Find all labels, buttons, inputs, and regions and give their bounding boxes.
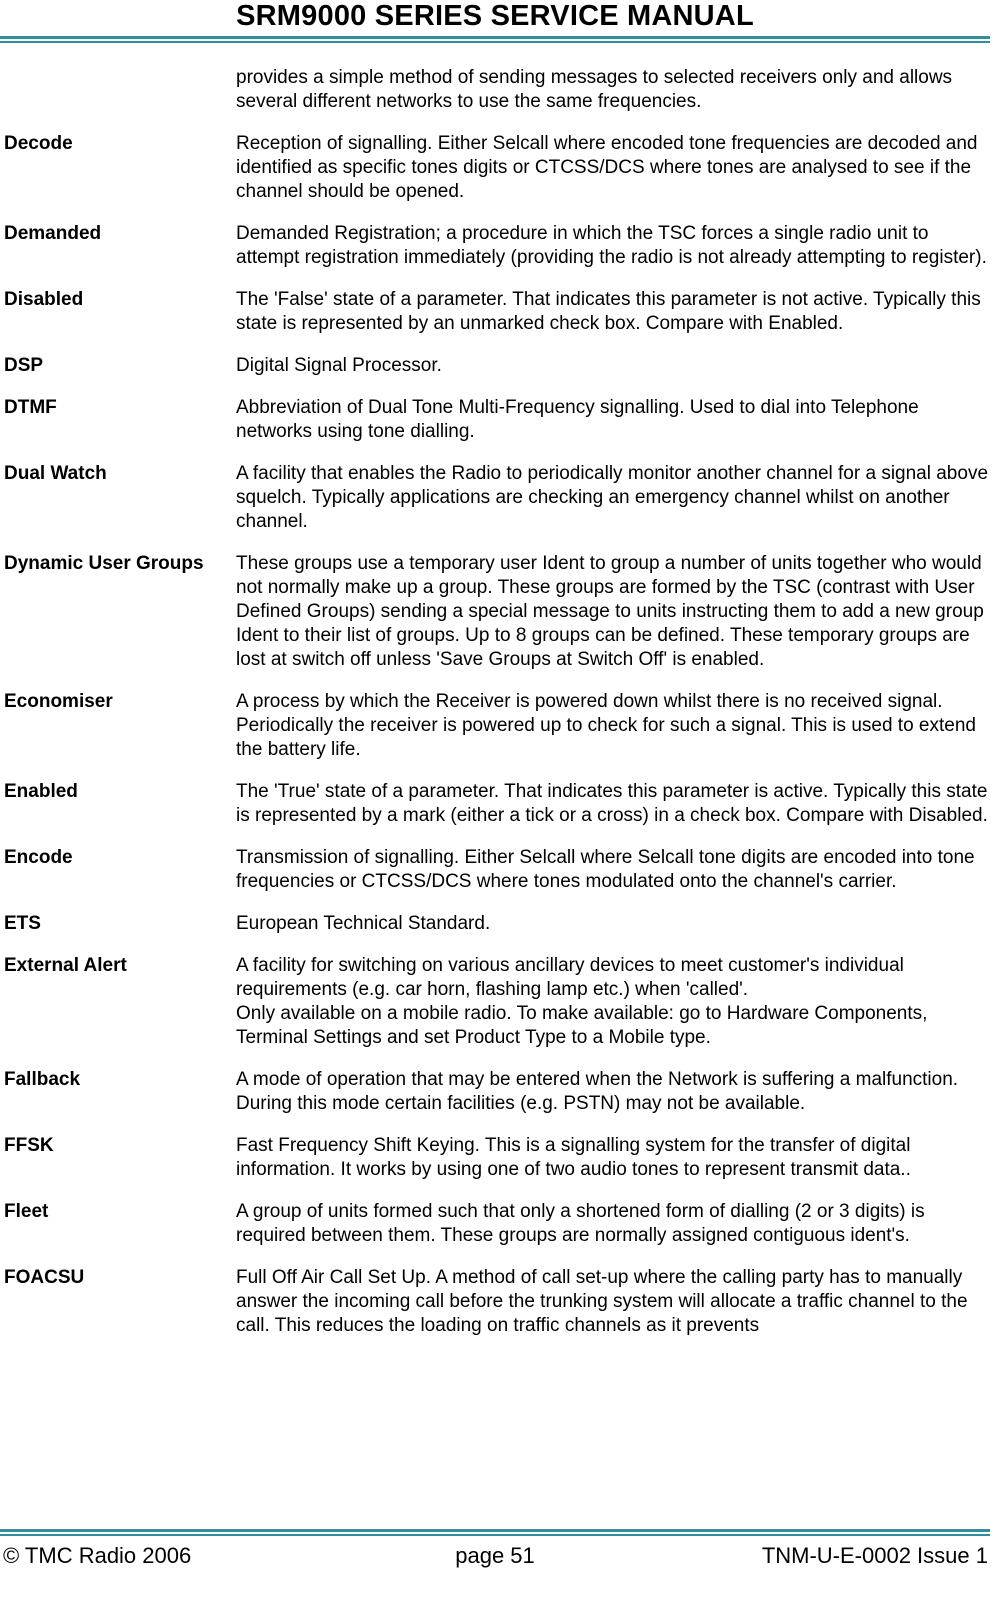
glossary-definition: Full Off Air Call Set Up. A method of call set-up where the calling party has to manually answer the incoming call before the trunking system will allocate a traffic channel to the call. This reduces the loading on traffic channels as it prevents xyxy=(236,1267,968,1336)
glossary-entry xyxy=(4,354,990,378)
glossary-term: DSP xyxy=(4,355,44,376)
glossary-entry xyxy=(4,954,990,1050)
glossary-term: External Alert xyxy=(4,955,127,976)
glossary-term: Fleet xyxy=(4,1201,49,1222)
footer-rule xyxy=(0,1529,990,1536)
glossary-term: FOACSU xyxy=(4,1267,85,1288)
glossary-term: Dynamic User Groups xyxy=(4,553,204,574)
glossary-definition: The 'False' state of a parameter. That indicates this parameter is not active. Typically this state is represented by an unmarked check box. Compare with Enabled. xyxy=(236,289,981,334)
glossary-entry xyxy=(4,462,990,534)
intro-text: provides a simple method of sending messages to selected receivers only and allows several different networks to use the same frequencies. xyxy=(236,67,953,112)
glossary-definition: The 'True' state of a parameter. That indicates this parameter is active. Typically this state is represented by a mark (either a tick or a cross) in a check box. Compare with Disabled. xyxy=(236,781,988,826)
header-rule xyxy=(0,36,990,43)
glossary-definition: These groups use a temporary user Ident to group a number of units together who would not normally make up a group. These groups are formed by the TSC (contrast with User Defined Groups) sending a special message to units instructing them to add a new group Ident to their list of groups. Up to 8 groups can be defined. These temporary groups are lost at switch off unless 'Save Groups at Switch Off' is enabled. xyxy=(236,553,984,670)
page-footer xyxy=(0,1541,990,1571)
glossary-definition: A mode of operation that may be entered when the Network is suffering a malfunction. During this mode certain facilities (e.g. PSTN) may not be available. xyxy=(236,1069,959,1114)
glossary-entry xyxy=(4,552,990,672)
glossary-term: DTMF xyxy=(4,397,57,418)
glossary-term: Demanded xyxy=(4,223,102,244)
glossary-definition: Demanded Registration; a procedure in which the TSC forces a single radio unit to attempt registration immediately (providing the radio is not already attempting to register). xyxy=(236,223,987,268)
glossary-definition: Digital Signal Processor. xyxy=(236,355,442,376)
glossary-term: Decode xyxy=(4,133,73,154)
glossary-definition: European Technical Standard. xyxy=(236,913,491,934)
glossary-entry xyxy=(4,222,990,270)
glossary-term: ETS xyxy=(4,913,41,934)
glossary-term: Enabled xyxy=(4,781,78,802)
glossary-entry xyxy=(4,780,990,828)
glossary-entry xyxy=(4,1134,990,1182)
glossary-definition: A process by which the Receiver is powered down whilst there is no received signal. Periodically the receiver is powered up to check for such a signal. This is used to extend the battery life. xyxy=(236,691,976,760)
copyright-text: © TMC Radio 2006 xyxy=(3,1543,192,1568)
glossary-entry xyxy=(4,1266,990,1338)
glossary-term: FFSK xyxy=(4,1135,54,1156)
glossary-definition: A facility for switching on various ancillary devices to meet customer's individual requirements (e.g. car horn, flashing lamp etc.) when 'called'. Only available on a mobile radio. To make available: go to Hardware Components, Terminal Settings and set Product Type to a Mobile type. xyxy=(236,955,928,1048)
glossary-definition: A facility that enables the Radio to periodically monitor another channel for a signal above squelch. Typically applications are checking an emergency channel whilst on another channel. xyxy=(236,463,989,532)
glossary-definition: A group of units formed such that only a shortened form of dialling (2 or 3 digits) is required between them. These groups are normally assigned contiguous ident's. xyxy=(236,1201,925,1246)
glossary-term: Dual Watch xyxy=(4,463,107,484)
glossary-term: Fallback xyxy=(4,1069,81,1090)
glossary-entry xyxy=(4,396,990,444)
glossary-entry xyxy=(4,690,990,762)
page-number: page 51 xyxy=(455,1543,535,1568)
glossary-entry xyxy=(4,846,990,894)
glossary-entry xyxy=(4,912,990,936)
glossary-definition: Fast Frequency Shift Keying. This is a signalling system for the transfer of digital information. It works by using one of two audio tones to represent transmit data.. xyxy=(236,1135,911,1180)
glossary-definition: Transmission of signalling. Either Selcall where Selcall tone digits are encoded into tone frequencies or CTCSS/DCS where tones modulated onto the channel's carrier. xyxy=(236,847,975,892)
glossary-content xyxy=(4,66,990,1356)
glossary-entry xyxy=(4,1200,990,1248)
glossary-term: Economiser xyxy=(4,691,113,712)
document-id: TNM-U-E-0002 Issue 1 xyxy=(761,1543,988,1568)
glossary-definition: Abbreviation of Dual Tone Multi-Frequency signalling. Used to dial into Telephone networks using tone dialling. xyxy=(236,397,919,442)
page-title: SRM9000 SERIES SERVICE MANUAL xyxy=(236,0,754,32)
glossary-entry xyxy=(4,1068,990,1116)
glossary-term: Disabled xyxy=(4,289,84,310)
glossary-entry xyxy=(4,288,990,336)
glossary-entry xyxy=(4,132,990,204)
glossary-term: Encode xyxy=(4,847,73,868)
glossary-definition: Reception of signalling. Either Selcall where encoded tone frequencies are decoded and identified as specific tones digits or CTCSS/DCS where tones are analysed to see if the channel should be opened. xyxy=(236,133,978,202)
